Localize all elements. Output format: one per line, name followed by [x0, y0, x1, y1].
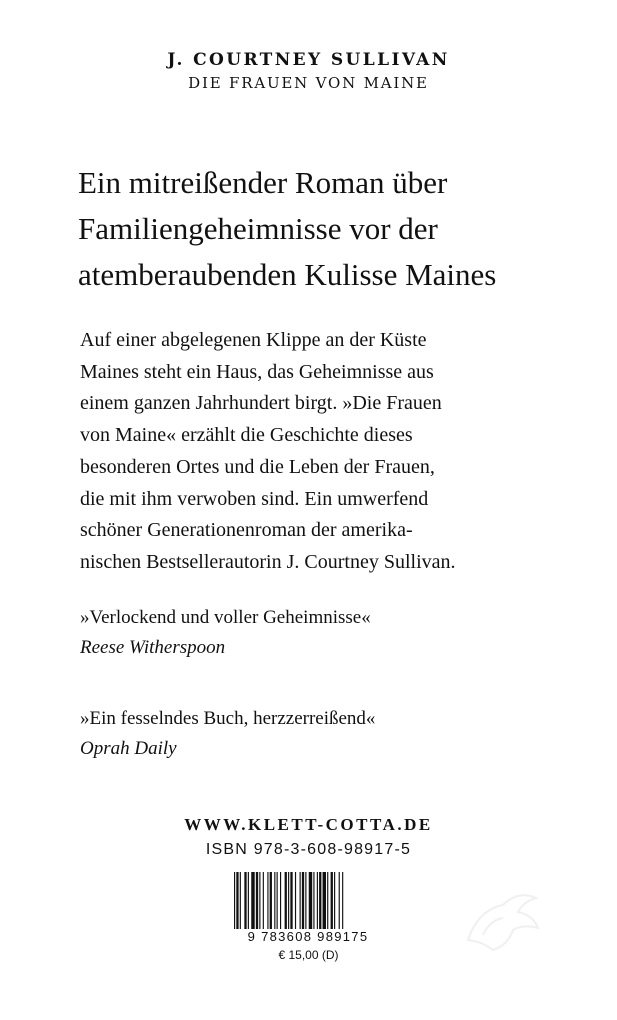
griffin-logo-icon: [448, 880, 548, 960]
faint-print-through: [0, 84, 617, 97]
blurb-line: die mit ihm verwoben sind. Ein umwerfend: [80, 487, 429, 510]
book-title: DIE FRAUEN VON MAINE: [188, 74, 429, 92]
tagline: [78, 160, 598, 298]
blurb-line: von Maine« erzählt die Geschichte dieses: [80, 424, 413, 447]
blurb-line: schöner Generationenroman der amerika-: [80, 519, 413, 542]
review-quote: [80, 704, 375, 764]
blurb-line: Maines steht ein Haus, das Geheimnisse aus: [80, 360, 434, 383]
barcode-bars: [234, 872, 382, 936]
quote-text: »Verlockend und voller Geheimnisse«: [80, 607, 371, 628]
price-label: € 15,00 (D): [278, 948, 339, 962]
quote-source: Oprah Daily: [80, 738, 177, 759]
author-name: J. COURTNEY SULLIVAN: [167, 50, 450, 70]
quote-source: Reese Witherspoon: [80, 637, 226, 658]
publisher-website: WWW.KLETT-COTTA.DE: [184, 815, 433, 834]
faint-print-through-2: [0, 99, 617, 112]
tagline-line: atemberaubenden Kulisse Maines: [78, 257, 497, 292]
barcode: [222, 869, 394, 943]
blurb-line: einem ganzen Jahrhundert birgt. »Die Frauen: [80, 392, 442, 415]
tagline-line: Familiengeheimnisse vor der: [78, 211, 438, 246]
blurb-paragraph: [80, 325, 600, 579]
barcode-digits: 9 783608 989175: [222, 929, 394, 944]
blurb-line: besonderen Ortes und die Leben der Frauen,: [80, 455, 435, 478]
blurb-line: nischen Bestsellerautorin J. Courtney Sullivan.: [80, 550, 456, 573]
blurb-line: Auf einer abgelegenen Klippe an der Küste: [80, 329, 427, 351]
review-quote: [80, 603, 371, 663]
tagline-line: Ein mitreißender Roman über: [78, 165, 448, 200]
quote-text: »Ein fesselndes Buch, herzzerreißend«: [80, 708, 376, 729]
isbn-number: ISBN 978-3-608-98917-5: [205, 841, 412, 858]
